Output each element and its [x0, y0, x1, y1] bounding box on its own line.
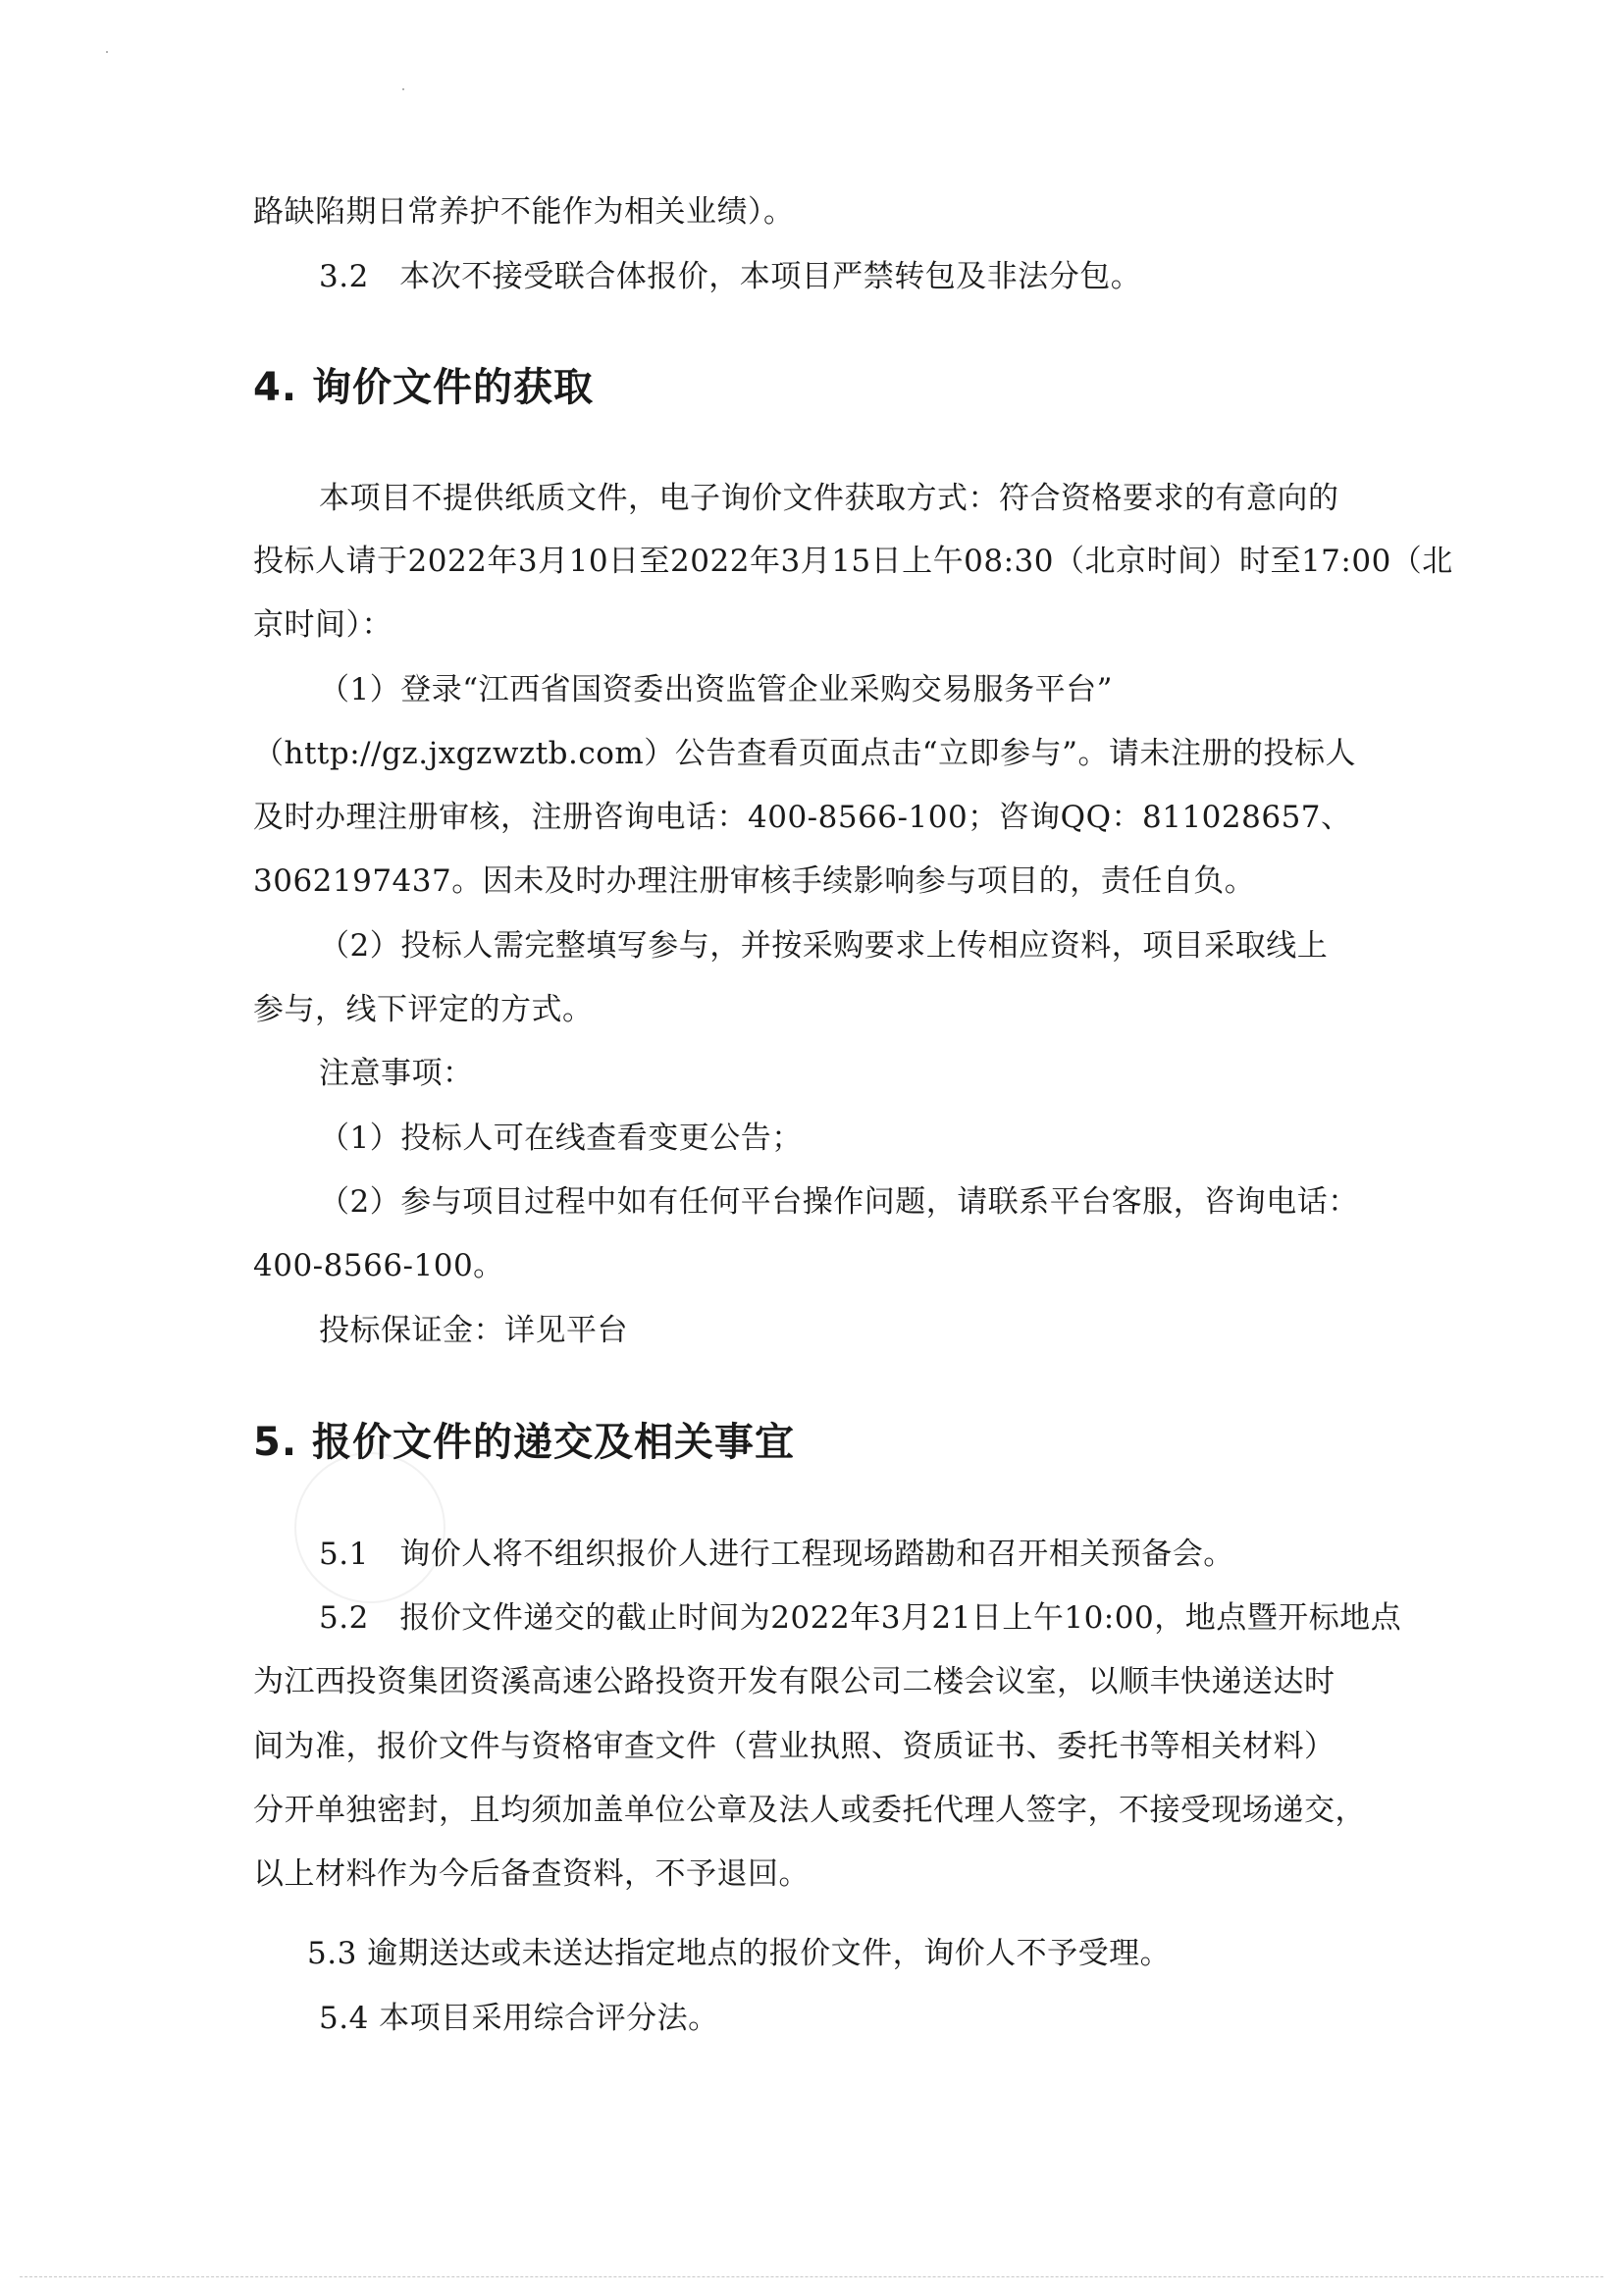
text-line: 5.4 本项目采用综合评分法。	[319, 2001, 719, 2036]
text-line: 5.3 逾期送达或未送达指定地点的报价文件，询价人不予受理。	[307, 1936, 1172, 1971]
text-line: （http://gz.jxgzwztb.com）公告查看页面点击“立即参与”。请未注册的投标人	[253, 736, 1356, 771]
text-line: 投标人请于2022年3月10日至2022年3月15日上午08:30（北京时间）时至17:00（北	[253, 544, 1453, 579]
text-line: 5.2 报价文件递交的截止时间为2022年3月21日上午10:00，地点暨开标地点	[319, 1600, 1402, 1636]
text-line: 本项目不提供纸质文件，电子询价文件获取方式：符合资格要求的有意向的	[319, 481, 1339, 516]
text-line: 京时间）：	[253, 607, 393, 643]
text-line: 间为准，报价文件与资格审查文件（营业执照、资质证书、委托书等相关材料）	[253, 1729, 1335, 1764]
text-line: （1）投标人可在线查看变更公告；	[319, 1121, 803, 1156]
text-line: 3062197437。因未及时办理注册审核手续影响参与项目的，责任自负。	[253, 863, 1256, 899]
text-line: （1）登录“江西省国资委出资监管企业采购交易服务平台”	[319, 672, 1113, 707]
scan-speck	[106, 51, 108, 53]
text-line: 以上材料作为今后备查资料，不予退回。	[253, 1856, 810, 1892]
text-line: 400-8566-100。	[253, 1248, 504, 1283]
text-line: 5.1 询价人将不组织报价人进行工程现场踏勘和召开相关预备会。	[319, 1537, 1234, 1572]
text-line: 及时办理注册审核，注册咨询电话：400-8566-100；咨询QQ：811028657、	[253, 800, 1352, 835]
text-line: 为江西投资集团资溪高速公路投资开发有限公司二楼会议室，以顺丰快递送达时	[253, 1664, 1335, 1699]
text-line: 路缺陷期日常养护不能作为相关业绩）。	[253, 194, 795, 230]
text-line: 分开单独密封，且均须加盖单位公章及法人或委托代理人签字，不接受现场递交，	[253, 1793, 1366, 1828]
section-heading: 4. 询价文件的获取	[253, 365, 594, 410]
text-line: 3.2 本次不接受联合体报价，本项目严禁转包及非法分包。	[319, 259, 1142, 294]
text-line: 投标保证金：详见平台	[319, 1313, 628, 1348]
scan-speck	[402, 88, 404, 90]
text-line: （2）投标人需完整填写参与，并按采购要求上传相应资料，项目采取线上	[319, 928, 1329, 964]
text-line: 注意事项：	[319, 1056, 474, 1091]
faint-stamp-mark	[294, 1452, 445, 1603]
text-line: （2）参与项目过程中如有任何平台操作问题，请联系平台客服，咨询电话：	[319, 1184, 1359, 1220]
scan-edge-rule	[20, 2276, 1603, 2277]
text-line: 参与，线下评定的方式。	[253, 992, 594, 1027]
section-heading: 5. 报价文件的递交及相关事宜	[253, 1420, 795, 1465]
